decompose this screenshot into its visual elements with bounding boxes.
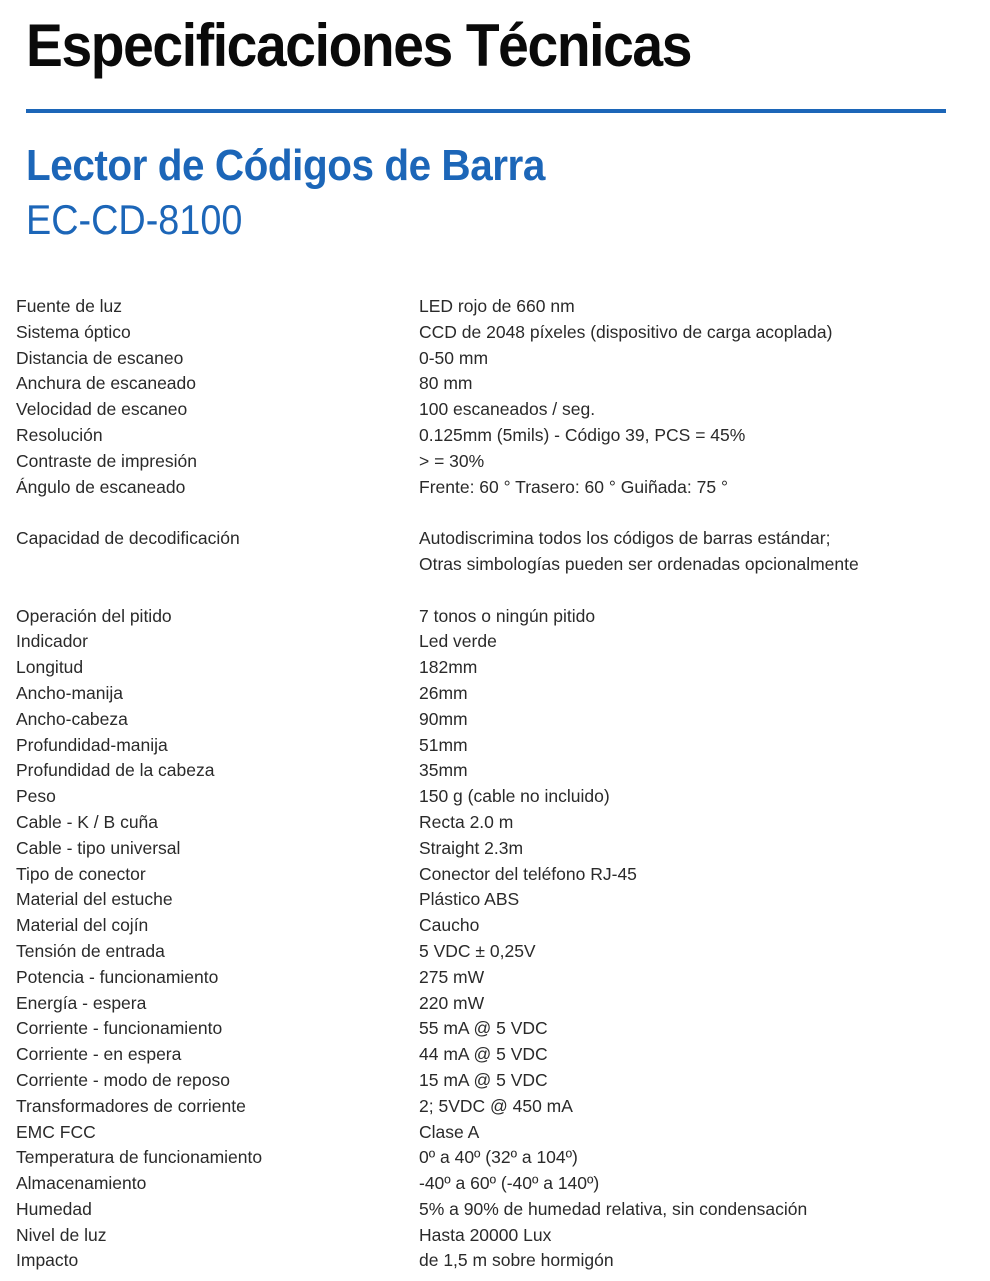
spec-row: [16, 681, 976, 707]
product-name: Lector de Códigos de Barra: [26, 141, 545, 190]
spec-label: EMC FCC: [16, 1121, 96, 1142]
spec-value: Led verde: [419, 631, 497, 652]
spec-value: -40º a 60º (-40º a 140º): [419, 1173, 600, 1194]
spec-label: Impacto: [16, 1250, 79, 1271]
spec-row: [16, 655, 976, 681]
spec-label: Nivel de luz: [16, 1224, 107, 1245]
spec-row: [16, 991, 976, 1017]
spec-row: [16, 1248, 976, 1274]
spec-label: Indicador: [16, 631, 88, 652]
spec-value: Conector del teléfono RJ-45: [419, 863, 637, 884]
spec-value: CCD de 2048 píxeles (dispositivo de carga acoplada): [419, 321, 833, 342]
spec-value: 26mm: [419, 682, 468, 703]
spec-row: [16, 1223, 976, 1249]
spec-label: Profundidad-manija: [16, 734, 168, 755]
spec-row: [16, 423, 976, 449]
spec-value: 220 mW: [419, 992, 485, 1013]
spec-row: [16, 294, 976, 320]
spec-row: [16, 397, 976, 423]
spec-row: [16, 707, 976, 733]
spec-row: [16, 1016, 976, 1042]
spec-value: 150 g (cable no incluido): [419, 786, 610, 807]
spec-spacer: [16, 578, 976, 604]
spec-value: Hasta 20000 Lux: [419, 1224, 552, 1245]
spec-row: [16, 887, 976, 913]
spec-value: > = 30%: [419, 450, 485, 471]
spec-row: [16, 784, 976, 810]
spec-label: Ángulo de escaneado: [16, 476, 186, 497]
spec-label: Sistema óptico: [16, 321, 131, 342]
spec-row: [16, 346, 976, 372]
spec-row: [16, 1042, 976, 1068]
spec-value: 90mm: [419, 708, 468, 729]
spec-row: [16, 733, 976, 759]
spec-row: [16, 604, 976, 630]
spec-label: Corriente - modo de reposo: [16, 1069, 230, 1090]
spec-value-line: Autodiscrimina todos los códigos de barras estándar;: [419, 528, 831, 549]
spec-row: [16, 913, 976, 939]
spec-value: 275 mW: [419, 966, 485, 987]
spec-label: Fuente de luz: [16, 296, 123, 316]
spec-spacer: [16, 500, 976, 526]
spec-value: 0º a 40º (32º a 104º): [419, 1147, 578, 1168]
spec-value-line: Otras simbologías pueden ser ordenadas opcionalmente: [419, 553, 859, 574]
spec-label: Energía - espera: [16, 992, 147, 1013]
spec-label: Humedad: [16, 1198, 92, 1219]
spec-label: Velocidad de escaneo: [16, 399, 188, 420]
spec-label: Resolución: [16, 424, 103, 445]
spec-value: Straight 2.3m: [419, 837, 524, 858]
spec-label: Contraste de impresión: [16, 450, 197, 471]
spec-label: Tipo de conector: [16, 863, 146, 884]
spec-value: 2; 5VDC @ 450 mA: [419, 1095, 573, 1116]
spec-label: Transformadores de corriente: [16, 1095, 246, 1116]
spec-value: 0-50 mm: [419, 347, 489, 368]
spec-value: 35mm: [419, 760, 468, 781]
product-model: EC-CD-8100: [26, 196, 243, 243]
spec-value: 100 escaneados / seg.: [419, 399, 596, 420]
spec-label: Corriente - en espera: [16, 1044, 182, 1065]
spec-label: Distancia de escaneo: [16, 347, 184, 368]
spec-label: Material del cojín: [16, 915, 149, 936]
spec-label: Cable - K / B cuña: [16, 811, 159, 832]
spec-label: Operación del pitido: [16, 605, 172, 626]
spec-value: 55 mA @ 5 VDC: [419, 1018, 548, 1039]
spec-label: Potencia - funcionamiento: [16, 966, 219, 987]
spec-label: Ancho-manija: [16, 682, 123, 703]
spec-row: [16, 939, 976, 965]
spec-row: [16, 810, 976, 836]
spec-label: Capacidad de decodificación: [16, 528, 240, 549]
spec-group-physical: [16, 604, 976, 1275]
spec-row: [16, 320, 976, 346]
spec-value: LED rojo de 660 nm: [419, 296, 575, 316]
spec-row: [16, 1145, 976, 1171]
spec-value: 51mm: [419, 734, 468, 755]
spec-row: [16, 965, 976, 991]
spec-value: 7 tonos o ningún pitido: [419, 605, 596, 626]
spec-label: Peso: [16, 786, 56, 807]
spec-value: Frente: 60 ° Trasero: 60 ° Guiñada: 75 °: [419, 476, 728, 497]
spec-label: Ancho-cabeza: [16, 708, 128, 729]
spec-label: Profundidad de la cabeza: [16, 760, 215, 781]
spec-value: de 1,5 m sobre hormigón: [419, 1250, 614, 1271]
spec-row: [16, 371, 976, 397]
spec-row: [16, 1120, 976, 1146]
spec-table: [16, 294, 976, 1274]
spec-label: Corriente - funcionamiento: [16, 1018, 223, 1039]
spec-row: [16, 629, 976, 655]
spec-value: Clase A: [419, 1121, 480, 1142]
spec-label: Material del estuche: [16, 889, 173, 910]
spec-value: 182mm: [419, 657, 478, 678]
spec-row: [16, 475, 976, 501]
spec-value: 15 mA @ 5 VDC: [419, 1069, 548, 1090]
spec-label: Tensión de entrada: [16, 940, 165, 961]
spec-row: [16, 836, 976, 862]
spec-row: [16, 1197, 976, 1223]
spec-value: Recta 2.0 m: [419, 811, 514, 832]
spec-group-optics: [16, 294, 976, 500]
spec-label: Longitud: [16, 657, 84, 678]
spec-value: 0.125mm (5mils) - Código 39, PCS = 45%: [419, 424, 746, 445]
spec-value: Plástico ABS: [419, 889, 520, 910]
page-title: Especificaciones Técnicas: [26, 12, 692, 79]
spec-row: [16, 449, 976, 475]
spec-label: Anchura de escaneado: [16, 373, 196, 394]
spec-value: 5 VDC ± 0,25V: [419, 940, 536, 961]
spec-row: [16, 1068, 976, 1094]
spec-row: [16, 1171, 976, 1197]
spec-value: [419, 526, 976, 578]
spec-label: Almacenamiento: [16, 1173, 147, 1194]
spec-row-decoding: [16, 526, 976, 578]
spec-value: 5% a 90% de humedad relativa, sin condensación: [419, 1198, 808, 1219]
spec-label: Temperatura de funcionamiento: [16, 1147, 263, 1168]
spec-row: [16, 758, 976, 784]
spec-value: 80 mm: [419, 373, 473, 394]
spec-value: 44 mA @ 5 VDC: [419, 1044, 548, 1065]
spec-value: Caucho: [419, 915, 480, 936]
title-divider: [26, 109, 946, 113]
spec-label: Cable - tipo universal: [16, 837, 181, 858]
spec-row: [16, 862, 976, 888]
spec-row: [16, 1094, 976, 1120]
